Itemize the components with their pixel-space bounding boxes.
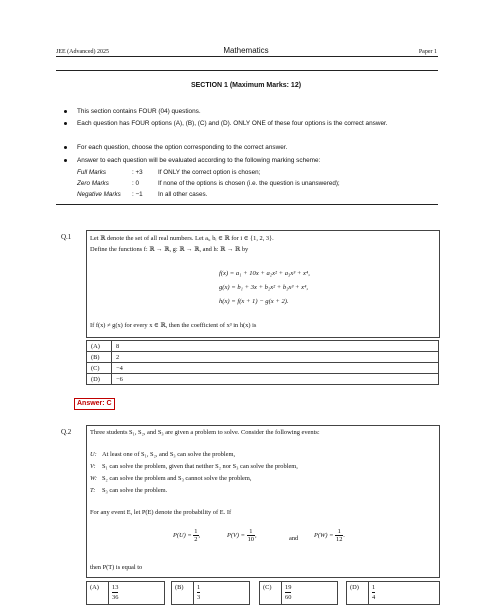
- marking-label: Negative Marks: [77, 191, 121, 198]
- option-value: 8: [112, 341, 439, 352]
- probability-w: P(W) = $\frac{1}{12}$ .: [314, 528, 346, 543]
- event-symbol: U:: [90, 451, 97, 458]
- option-fraction: 1 3: [197, 584, 201, 601]
- option-cell[interactable]: [86, 581, 165, 605]
- marking-value: : 0: [132, 180, 140, 187]
- section-box-bottom-rule: [56, 204, 438, 205]
- option-cell[interactable]: [171, 581, 250, 605]
- marking-desc: In all other cases.: [158, 191, 208, 198]
- event-text: S₂ can solve the problem and S₃ cannot solve the problem,: [102, 475, 252, 482]
- option-label: (D): [87, 374, 112, 385]
- option-divider: [193, 582, 194, 604]
- question-box: [86, 425, 440, 578]
- section-box-top-rule: [56, 70, 438, 71]
- exam-name: JEE (Advanced) 2025: [56, 49, 109, 55]
- question-prompt: then P(T) is equal to: [90, 564, 143, 571]
- marking-label: Full Marks: [77, 169, 107, 176]
- option-label: (B): [87, 352, 112, 363]
- option-row[interactable]: [87, 352, 439, 363]
- question-prompt: If f(x) ≠ g(x) for every x ∈ ℝ, then the coefficient of x³ in h(x) is: [90, 322, 257, 329]
- event-symbol: T:: [90, 487, 96, 494]
- option-row[interactable]: [87, 341, 439, 352]
- probability-text: For any event E, let P(E) denote the probability of E. If: [90, 509, 232, 516]
- question-text: Define the functions f: ℝ → ℝ, g: ℝ → ℝ, and h: ℝ → ℝ by: [90, 246, 249, 253]
- option-fraction: 19 60: [285, 584, 292, 601]
- option-divider: [281, 582, 282, 604]
- marking-desc: If none of the options is chosen (i.e. the question is unanswered);: [158, 180, 340, 187]
- equation-h: h(x) = f(x + 1) − g(x + 2).: [219, 298, 289, 305]
- event-symbol: W:: [90, 475, 98, 482]
- option-label: (B): [175, 584, 184, 591]
- option-label: (A): [90, 584, 99, 591]
- option-fraction: 13 36: [112, 584, 119, 601]
- event-symbol: V:: [90, 463, 96, 470]
- probability-u: P(U) = $\frac{1}{2}$ ,: [173, 528, 201, 543]
- equation-f: f(x) = a₁ + 10x + a₂x² + a₃x³ + x⁴,: [219, 270, 310, 277]
- question-number: Q.2: [61, 428, 72, 436]
- event-text: S₁ can solve the problem, given that neither S₂ nor S₃ can solve the problem,: [102, 463, 298, 470]
- option-label: (A): [87, 341, 112, 352]
- option-label: (C): [87, 363, 112, 374]
- option-cell[interactable]: [346, 581, 440, 605]
- option-row[interactable]: [87, 374, 439, 385]
- bullet-dot-icon: [64, 110, 67, 113]
- option-label: (D): [350, 584, 359, 591]
- answer-label: Answer: C: [74, 398, 115, 410]
- bullet-dot-icon: [64, 146, 67, 149]
- marking-label: Zero Marks: [77, 180, 109, 187]
- event-text: At least one of S₁, S₂, and S₃ can solve the problem,: [102, 451, 236, 458]
- option-divider: [368, 582, 369, 604]
- marking-desc: If ONLY the correct option is chosen;: [158, 169, 261, 176]
- event-text: S₃ can solve the problem.: [102, 487, 168, 494]
- option-label: (C): [263, 584, 272, 591]
- header-rule: [56, 56, 438, 57]
- probability-v: P(V) = $\frac{1}{10}$ ,: [227, 528, 257, 543]
- bullet-dot-icon: [64, 159, 67, 162]
- question-text: Let ℝ denote the set of all real numbers. Let aᵢ, bᵢ ∈ ℝ for i ∈ {1, 2, 3}.: [90, 235, 274, 242]
- marking-value: : +3: [132, 169, 143, 176]
- option-divider: [108, 582, 109, 604]
- and-word: and: [289, 535, 299, 542]
- option-value: −4: [112, 363, 439, 374]
- option-fraction: 1 4: [372, 584, 376, 601]
- subject-title: Mathematics: [223, 46, 269, 55]
- equation-g: g(x) = b₁ + 3x + b₂x² + b₃x³ + x⁴,: [219, 284, 309, 291]
- options-table: [86, 340, 439, 385]
- option-cell[interactable]: [259, 581, 338, 605]
- section-title: SECTION 1 (Maximum Marks: 12): [190, 82, 302, 89]
- question-number: Q.1: [61, 233, 72, 241]
- marking-value: : −1: [132, 191, 143, 198]
- option-value: 2: [112, 352, 439, 363]
- bullet-dot-icon: [64, 122, 67, 125]
- question-text: Three students S₁, S₂, and S₃ are given a problem to solve. Consider the following events:: [90, 429, 320, 436]
- option-value: −6: [112, 374, 439, 385]
- paper-number: Paper 1: [418, 49, 437, 55]
- option-row[interactable]: [87, 363, 439, 374]
